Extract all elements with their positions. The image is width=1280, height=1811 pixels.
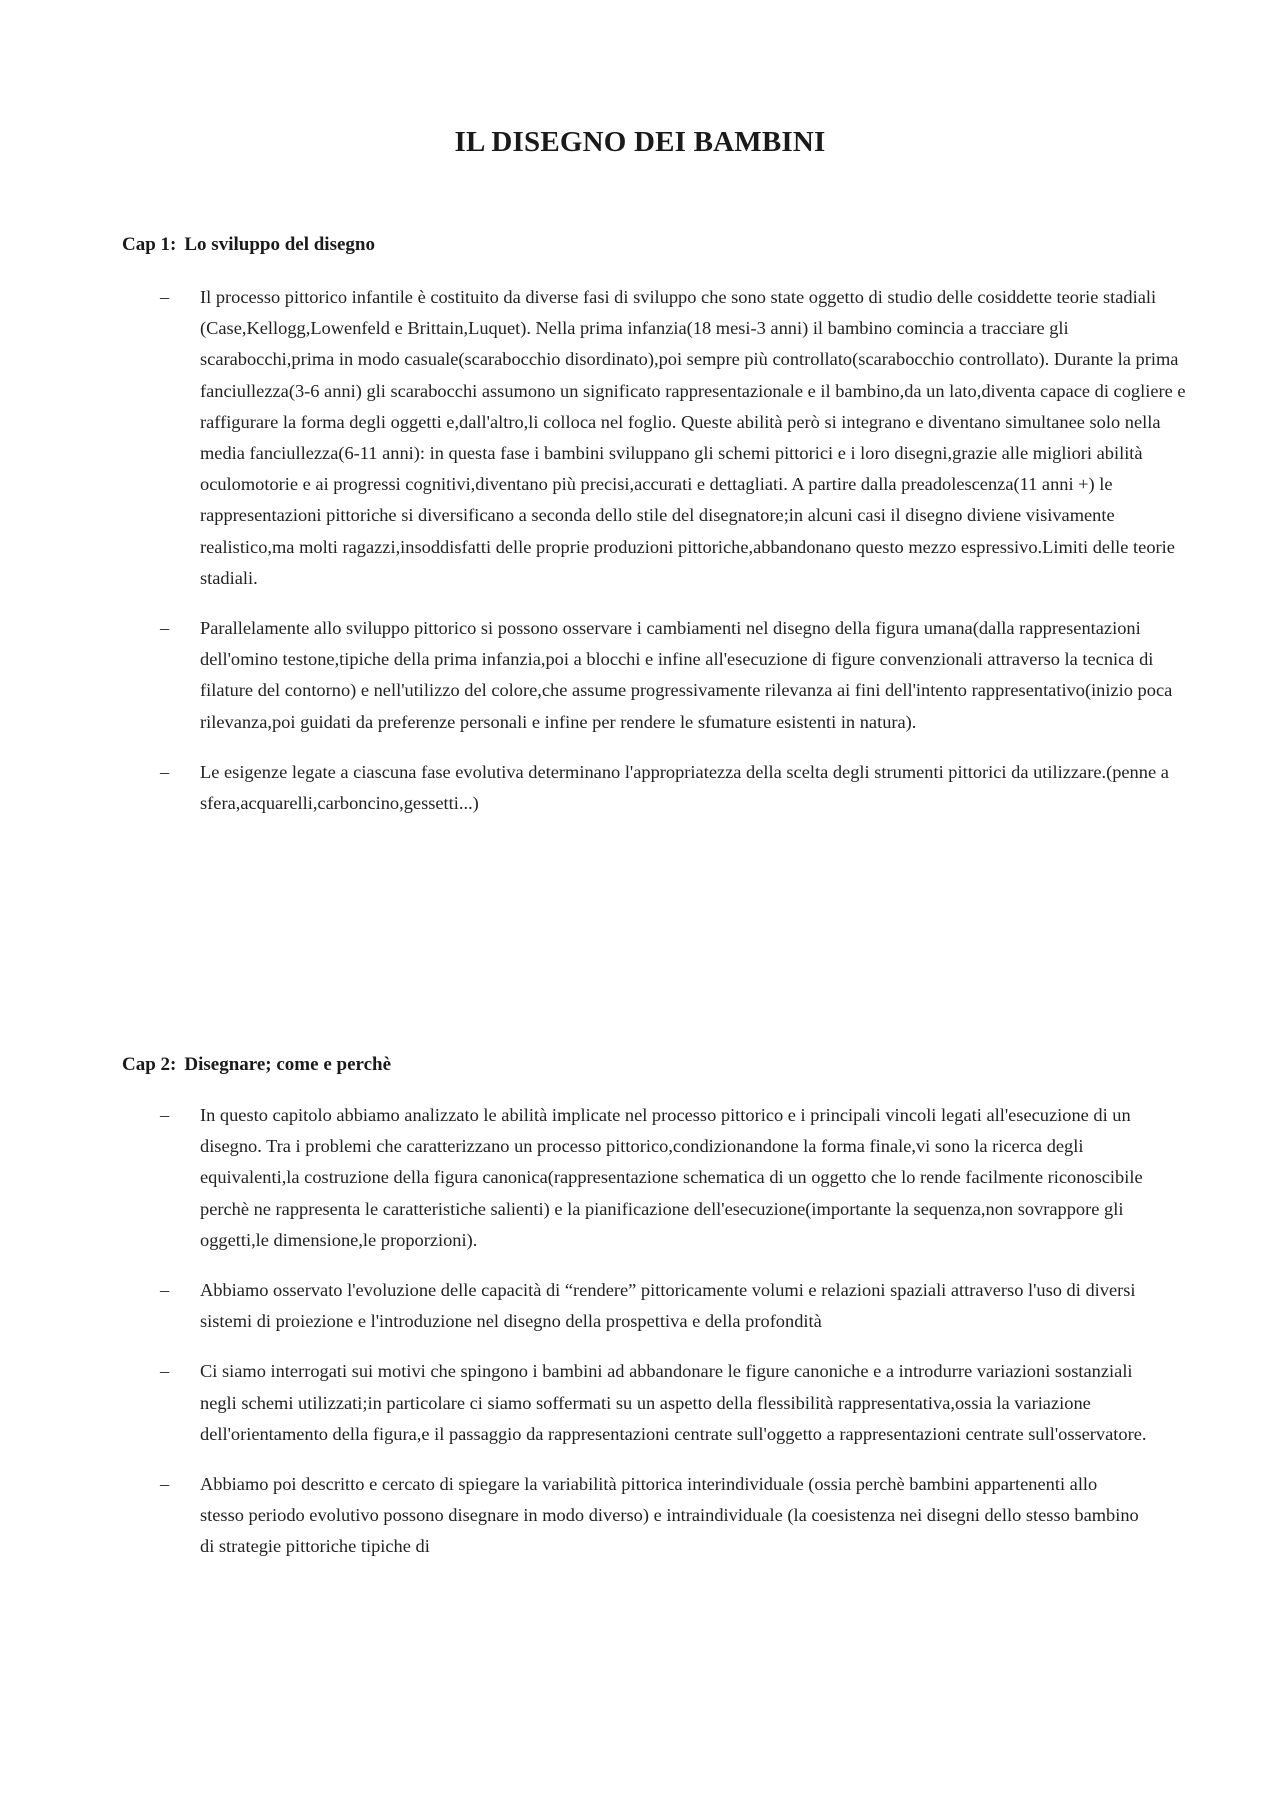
- chapter-number: Cap 2:: [122, 1054, 177, 1075]
- list-item: [122, 757, 1182, 819]
- chapter-1: [122, 233, 1186, 819]
- chapter-number: Cap 1:: [122, 234, 177, 255]
- dash-bullet-icon: –: [160, 1105, 170, 1125]
- chapter-title: Lo sviluppo del disegno: [184, 234, 375, 255]
- paragraph: Il processo pittorico infantile è costituito da diverse fasi di sviluppo che sono state oggetto di studio delle cosiddette teorie stadiali (Case,Kellogg,Lowenfeld e Brittain,Luquet). Nella prima infanzia(18 mesi-3 anni) il bambino comincia a tracciare gli scarabocchi,prima in modo casuale(scarabocchio disordinato),poi sempre più controllato(scarabocchio controllato). Durante la prima fanciullezza(3-6 anni) gli scarabocchi assumono un significato rappresentazionale e il bambino,da un lato,diventa capace di cogliere e raffigurare la forma degli oggetti e,dall'altro,li colloca nel foglio. Queste abilità però si integrano e diventano simultanee solo nella media fanciullezza(6-11 anni): in questa fase i bambini sviluppano gli schemi pittorici e i loro disegni,grazie alle migliori abilità oculomotorie e ai progressi cognitivi,diventano più precisi,accurati e dettagliati. A partire dalla preadolescenza(11 anni +) le rappresentazioni pittoriche si diversificano a seconda dello stile del disegnatore;in alcuni casi il disegno diviene visivamente realistico,ma molti ragazzi,insoddisfatti delle proprie produzioni pittoriche,abbandonano questo mezzo espressivo.Limiti delle teorie stadiali.: [200, 287, 1186, 588]
- chapter-heading: [122, 1053, 1182, 1077]
- dash-bullet-icon: –: [160, 1280, 170, 1301]
- bullet-list: [122, 1100, 1182, 1563]
- chapter-heading: [122, 233, 1182, 257]
- dash-bullet-icon: –: [160, 618, 170, 639]
- chapter-2: [122, 1053, 1182, 1563]
- chapter-title: Disegnare; come e perchè: [184, 1054, 392, 1075]
- list-item: [122, 1356, 1182, 1450]
- paragraph: In questo capitolo abbiamo analizzato le abilità implicate nel processo pittorico e i principali vincoli legati all'esecuzione di un disegno. Tra i problemi che caratterizzano un processo pittorico,condizionandone la forma finale,vi sono la ricerca degli equivalenti,la costruzione della figura canonica(rappresentazione schematica di un oggetto che lo rende facilmente riconoscibile perchè ne rappresenta le caratteristiche salienti) e la pianificazione dell'esecuzione(importante la sequenza,non sovrappore gli oggetti,le dimensione,le proporzioni).: [200, 1105, 1143, 1250]
- dash-bullet-icon: –: [160, 1474, 170, 1495]
- list-item: [122, 1275, 1182, 1337]
- list-item: [122, 1469, 1182, 1563]
- paragraph: Le esigenze legate a ciascuna fase evolutiva determinano l'appropriatezza della scelta degli strumenti pittorici da utilizzare.(penne a sfera,acquarelli,carboncino,gessetti...): [200, 761, 1169, 814]
- dash-bullet-icon: –: [160, 761, 170, 782]
- paragraph: Parallelamente allo sviluppo pittorico si possono osservare i cambiamenti nel disegno della figura umana(dalla rappresentazioni dell'omino testone,tipiche della prima infanzia,poi a blocchi e infine all'esecuzione di figure convenzionali attraverso la tecnica di filature del contorno) e nell'utilizzo del colore,che assume progressivamente rilevanza ai fini dell'intento rappresentativo(inizio poca rilevanza,poi guidati da preferenze personali e infine per rendere le sfumature esistenti in natura).: [200, 618, 1173, 732]
- paragraph: Abbiamo poi descritto e cercato di spiegare la variabilità pittorica interindividuale (ossia perchè bambini appartenenti allo stesso periodo evolutivo possono disegnare in modo diverso) e intraindividuale (la coesistenza nei disegni dello stesso bambino di strategie pittoriche tipiche di: [200, 1474, 1139, 1557]
- paragraph: Abbiamo osservato l'evoluzione delle capacità di “rendere” pittoricamente volumi e relazioni spaziali attraverso l'uso di diversi sistemi di proiezione e l'introduzione nel disegno della prospettiva e della profondità: [200, 1280, 1136, 1332]
- document-title: IL DISEGNO DEI BAMBINI: [454, 126, 826, 158]
- list-item: [122, 613, 1182, 738]
- paragraph: Ci siamo interrogati sui motivi che spingono i bambini ad abbandonare le figure canoniche e a introdurre variazioni sostanziali negli schemi utilizzati;in particolare ci siamo soffermati su un aspetto della flessibilità rappresentativa,ossia la variazione dell'orientamento della figura,e il passaggio da rappresentazioni centrate sull'oggetto a rappresentazioni centrate sull'osservatore.: [200, 1361, 1147, 1444]
- dash-bullet-icon: –: [160, 1361, 170, 1382]
- bullet-list: [122, 282, 1186, 819]
- list-item: [122, 1100, 1182, 1256]
- list-item: [122, 282, 1186, 594]
- dash-bullet-icon: –: [160, 287, 170, 307]
